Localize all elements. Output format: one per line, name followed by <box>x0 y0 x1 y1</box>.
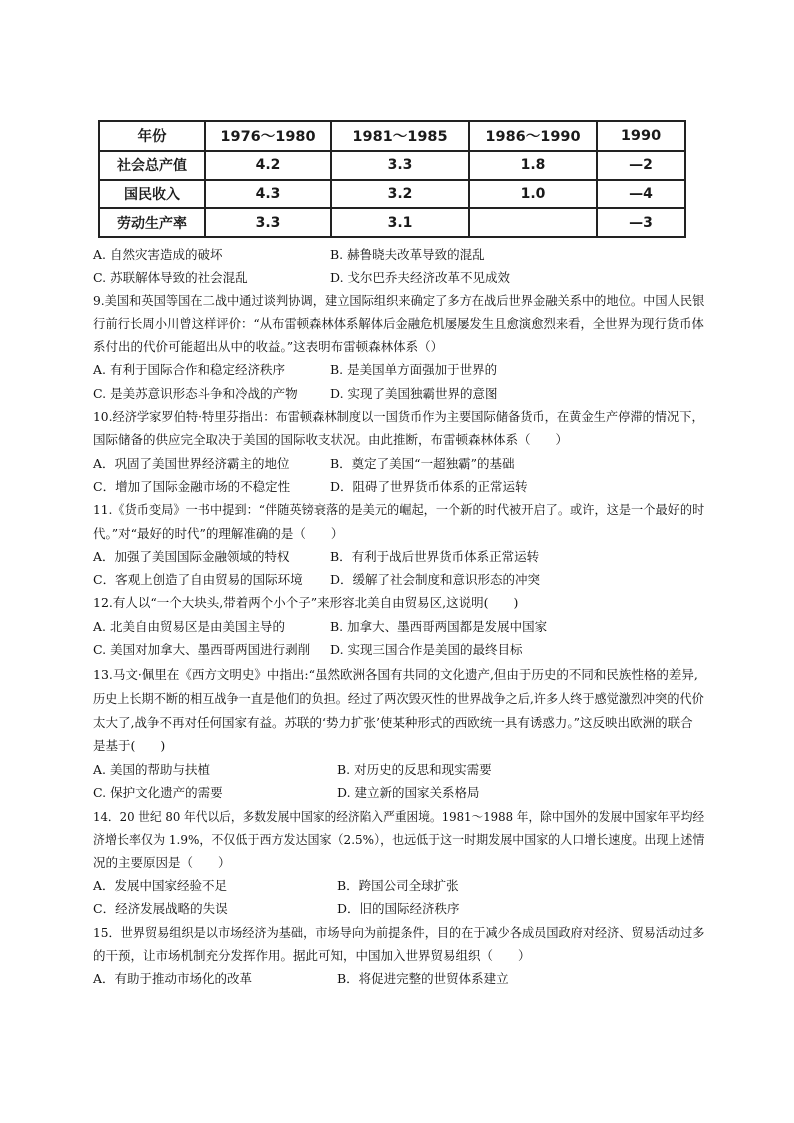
table-header-cell: 1986～1990 <box>469 121 597 151</box>
q8-option-d: D. 戈尔巴乔夫经济改革不见成效 <box>330 270 511 285</box>
q13-option-b: B. 对历史的反思和现实需要 <box>337 762 492 777</box>
table-header-cell: 1981～1985 <box>331 121 469 151</box>
q11-option-d: D．缓解了社会制度和意识形态的冲突 <box>330 572 541 587</box>
q12-stem-line: 12.有人以“一个大块头,带着两个小个子”来形容北美自由贸易区,这说明( ) <box>93 595 519 610</box>
table-header-cell: 1990 <box>597 121 685 151</box>
q9-option-d: D. 实现了美国独霸世界的意图 <box>330 386 498 401</box>
q9-option-b: B. 是美国单方面强加于世界的 <box>330 362 498 377</box>
q13-stem-line: 历史上长期不断的相互战争一直是他们的负担。经过了两次毁灭性的世界战争之后,许多人终于感觉激烈冲突的代价 <box>93 691 704 706</box>
table-cell: 社会总产值 <box>99 151 205 180</box>
table-cell: 3.3 <box>331 151 469 180</box>
economic-data-table <box>98 120 686 238</box>
table-cell: 劳动生产率 <box>99 208 205 237</box>
q8-option-a: A. 自然灾害造成的破坏 <box>93 247 223 262</box>
q13-option-d: D. 建立新的国家关系格局 <box>337 785 480 800</box>
q10-stem-line: 10.经济学家罗伯特·特里芬指出：布雷顿森林制度以一国货币作为主要国际储备货币，在黄金生产停滞的情况下， <box>93 409 704 424</box>
q9-stem-line: 行前行长周小川曾这样评价：“从布雷顿森林体系解体后金融危机屡屡发生且愈演愈烈来看，全世界为现行货币体 <box>93 316 704 331</box>
q13-stem-line: 13.马文·佩里在《西方文明史》中指出:“虽然欧洲各国有共同的文化遗产,但由于历史的不同和民族性格的差异, <box>93 667 698 682</box>
q9-stem-line: 9.美国和英国等国在二战中通过谈判协调，建立国际组织来确定了多方在战后世界金融关系中的地位。中国人民银 <box>93 293 705 308</box>
q12-option-a: A. 北美自由贸易区是由美国主导的 <box>93 619 285 634</box>
table-row <box>99 151 685 180</box>
q11-option-a: A．加强了美国国际金融领域的特权 <box>93 549 290 564</box>
table-cell <box>469 208 597 237</box>
q12-option-d: D. 实现三国合作是美国的最终目标 <box>330 642 523 657</box>
q10-option-c: C．增加了国际金融市场的不稳定性 <box>93 479 291 494</box>
q14-stem-line: 况的主要原因是（ ） <box>93 855 231 870</box>
q9-stem-line: 系付出的代价可能超出从中的收益。”这表明布雷顿森林体系（） <box>93 339 444 354</box>
q15-stem-line: 的干预，让市场机制充分发挥作用。据此可知，中国加入世界贸易组织（ ） <box>93 948 531 963</box>
table-row <box>99 208 685 237</box>
q11-option-c: C．客观上创造了自由贸易的国际环境 <box>93 572 303 587</box>
q9-option-c: C. 是美苏意识形态斗争和冷战的产物 <box>93 386 298 401</box>
table-cell: 4.2 <box>205 151 331 180</box>
table-cell: 3.2 <box>331 180 469 209</box>
q11-option-b: B．有利于战后世界货币体系正常运转 <box>330 549 540 564</box>
q13-stem-line: 是基于( ) <box>93 738 166 753</box>
table-cell: —3 <box>597 208 685 237</box>
q15-option-b: B．将促进完整的世贸体系建立 <box>337 971 509 986</box>
table-cell: 1.8 <box>469 151 597 180</box>
q14-option-c: C．经济发展战略的失误 <box>93 901 228 916</box>
q15-option-a: A．有助于推动市场化的改革 <box>93 971 253 986</box>
table-cell: —2 <box>597 151 685 180</box>
q15-stem-line: 15．世界贸易组织是以市场经济为基础，市场导向为前提条件，目的在于减少各成员国政府对经济、贸易活动过多 <box>93 925 705 940</box>
q8-option-c: C. 苏联解体导致的社会混乱 <box>93 270 248 285</box>
q10-option-d: D．阻碍了世界货币体系的正常运转 <box>330 479 528 494</box>
table-cell: 国民收入 <box>99 180 205 209</box>
q14-option-b: B．跨国公司全球扩张 <box>337 878 459 893</box>
q12-option-b: B. 加拿大、墨西哥两国都是发展中国家 <box>330 619 548 634</box>
q11-stem-line: 代。”对“最好的时代”的理解准确的是（ ） <box>93 526 344 541</box>
table-cell: 1.0 <box>469 180 597 209</box>
q8-option-b: B. 赫鲁晓夫改革导致的混乱 <box>330 247 485 262</box>
q13-option-a: A. 美国的帮助与扶植 <box>93 762 210 777</box>
q14-stem-line: 14．20 世纪 80 年代以后，多数发展中国家的经济陷入严重困境。1981～1988 年，除中国外的发展中国家年平均经 <box>93 809 705 824</box>
table-cell: —4 <box>597 180 685 209</box>
q10-stem-line: 国际储备的供应完全取决于美国的国际收支状况。由此推断，布雷顿森林体系（ ） <box>93 432 569 447</box>
table-header-cell: 年份 <box>99 121 205 151</box>
q10-option-a: A．巩固了美国世界经济霸主的地位 <box>93 456 290 471</box>
q12-option-c: C. 美国对加拿大、墨西哥两国进行剥削 <box>93 642 311 657</box>
q9-option-a: A. 有利于国际合作和稳定经济秩序 <box>93 362 285 377</box>
table-cell: 4.3 <box>205 180 331 209</box>
q10-option-b: B．奠定了美国“一超独霸”的基础 <box>330 456 515 471</box>
table-row <box>99 180 685 209</box>
q13-stem-line: 太大了,战争不再对任何国家有益。苏联的‘势力扩张’使某种形式的西欧统一具有诱惑力。”这反映出欧洲的联合 <box>93 715 693 730</box>
q11-stem-line: 11.《货币变局》一书中提到：“伴随英镑衰落的是美元的崛起，一个新的时代被开启了。或许，这是一个最好的时 <box>93 502 705 517</box>
table-header-row <box>99 121 685 151</box>
table-cell: 3.1 <box>331 208 469 237</box>
q14-stem-line: 济增长率仅为 1.9%，不仅低于西方发达国家（2.5%），也远低于这一时期发展中国家的人口增长速度。出现上述情 <box>93 832 705 847</box>
q14-option-a: A．发展中国家经验不足 <box>93 878 228 893</box>
table-cell: 3.3 <box>205 208 331 237</box>
q14-option-d: D．旧的国际经济秩序 <box>337 901 460 916</box>
q13-option-c: C. 保护文化遗产的需要 <box>93 785 223 800</box>
table-header-cell: 1976～1980 <box>205 121 331 151</box>
